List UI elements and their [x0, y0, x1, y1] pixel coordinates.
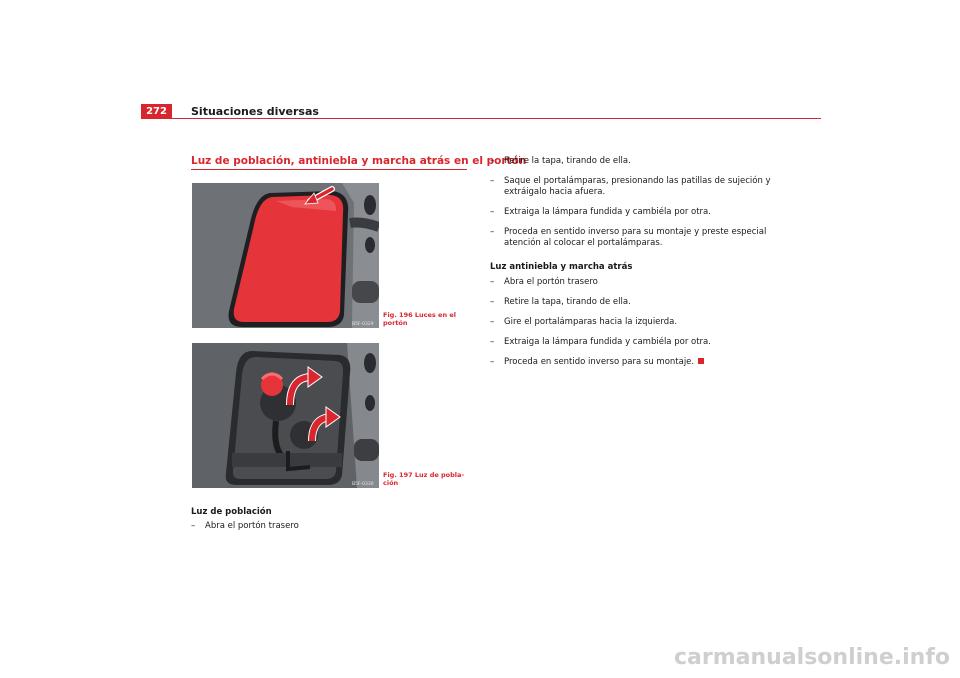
end-of-section-icon [698, 358, 704, 364]
list-item: – Proceda en sentido inverso para su montaje y preste especial atención al colocar el portalámparas. [490, 227, 780, 249]
list-item: – Saque el portalámparas, presionando las patillas de sujeción y extráigalo hacia afuera. [490, 176, 780, 198]
right-subheading: Luz antiniebla y marcha atrás [490, 262, 633, 272]
page-heading: Luz de población, antiniebla y marcha atrás en el portón [191, 155, 527, 167]
list-item: – Extraiga la lámpara fundida y cambiéla por otra. [490, 337, 780, 348]
figure-196-code: B5F-0329 [352, 322, 374, 327]
list-item: – Extraiga la lámpara fundida y cambiéla por otra. [490, 207, 780, 218]
left-subheading: Luz de población [191, 507, 272, 517]
list-item: – Gire el portalámparas hacia la izquierda. [490, 317, 780, 328]
list-item [490, 357, 780, 368]
list-item-text: Proceda en sentido inverso para su montaje. [504, 357, 695, 367]
heading-divider [191, 169, 467, 170]
figure-196-image [192, 183, 379, 328]
list-item: – Abra el portón trasero [191, 521, 461, 532]
header-divider [141, 118, 821, 119]
list-item: – Abra el portón trasero [490, 277, 780, 288]
section-title: Situaciones diversas [191, 105, 319, 118]
figure-197-code: B5F-0330 [352, 482, 374, 487]
right-steps-top-list [490, 156, 780, 258]
left-steps-list [191, 521, 461, 541]
watermark: carmanualsonline.info [674, 645, 950, 670]
right-steps-bottom-list [490, 277, 780, 377]
list-item: – Retire la tapa, tirando de ella. [490, 156, 780, 167]
figure-197-image [192, 343, 379, 488]
figure-196-caption: Fig. 196 Luces en el portón [383, 311, 456, 327]
list-item: – Retire la tapa, tirando de ella. [490, 297, 780, 308]
figure-197-caption: Fig. 197 Luz de pobla-ción [383, 471, 465, 487]
page-number: 272 [141, 104, 172, 119]
